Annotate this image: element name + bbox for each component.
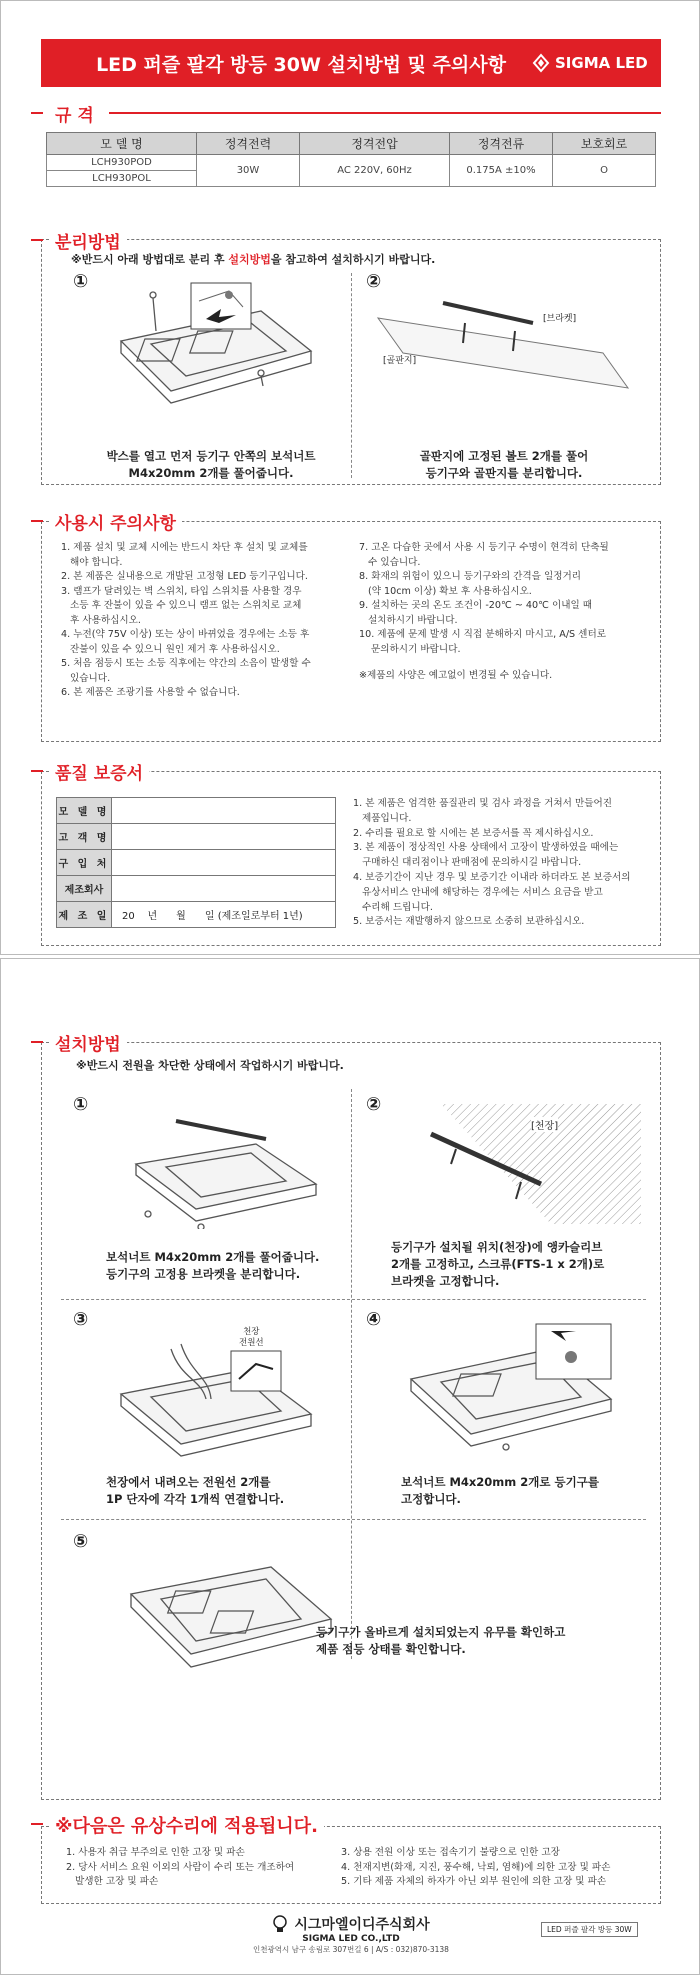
install-step3-illustration (111, 1339, 341, 1459)
spec-model-2: LCH930POL (47, 171, 197, 187)
warranty-value-store (112, 850, 336, 876)
install-step3-caption: 천장에서 내려오는 전원선 2개를 1P 단자에 각각 1개씩 연결합니다. (106, 1475, 285, 1506)
warranty-key-date: 제 조 일 (57, 902, 112, 928)
warranty-key-maker: 제조회사 (57, 876, 112, 902)
spec-header-current: 정격전류 (450, 133, 553, 155)
repair-right: 3. 상용 전원 이상 또는 접속기기 불량으로 인한 고장 4. 천재지변(화재, 지진, 풍수해, 낙뢰, 염해)에 의한 고장 및 파손 5. 기타 제품 자체의 하자가 아닌 외부 원인에 의한 고장 및 파손 (341, 1847, 611, 1887)
spec-power: 30W (197, 155, 300, 187)
spec-heading: 규 격 (49, 101, 100, 126)
warranty-table (56, 797, 336, 928)
warranty-key-customer: 고 객 명 (57, 824, 112, 850)
company-name-kr: 시그마엘이디주식회사 (294, 1917, 430, 1933)
sep-step1-caption: 박스를 열고 먼저 등기구 안쪽의 보석너트 M4x20mm 2개를 풀어줍니다. (106, 449, 316, 480)
install-note: ※반드시 전원을 차단한 상태에서 작업하시기 바랍니다. (76, 1059, 344, 1072)
cautions-right: 7. 고온 다습한 곳에서 사용 시 등기구 수명이 현격히 단축될 수 있습니다. 8. 화재의 위험이 있으니 등기구와의 간격을 일정거리 (약 10cm 이상) 확보 후 사용하십시오. 9. 설치하는 곳의 온도 조건이 -20℃ ~ 40℃ 이내일 때 설치하시기 바랍니다. 10. 제품에 문제 발생 시 직접 분해하지 마시고, A/S 센터로 문의하시기 바랍니다. ※제품의 사양은 예고없이 변경될 수 있습니다. (359, 542, 609, 681)
company-address: 인천광역시 남구 송림로 307번길 6 | A/S : 032)870-3138 (253, 1945, 449, 1954)
page-2 (0, 958, 700, 1975)
sigma-logo-icon (531, 53, 551, 73)
sep-step2-caption: 골판지에 고정된 볼트 2개를 풀어 등기구와 골판지를 분리합니다. (419, 449, 589, 480)
sep-step1-illustration (111, 281, 341, 431)
warranty-value-date: 20 년 월 일 (제조일로부터 1년) (112, 902, 336, 928)
install-step2-number: ② (366, 1094, 382, 1115)
brand-name: SIGMA LED (555, 54, 648, 72)
cautions-heading: 사용시 주의사항 (49, 509, 182, 534)
repair-heading: ※다음은 유상수리에 적용됩니다. (49, 1812, 324, 1838)
spec-model-1: LCH930POD (47, 155, 197, 171)
spec-header-model: 모 델 명 (47, 133, 197, 155)
install-step5-number: ⑤ (73, 1531, 89, 1552)
install-label-ceiling: [천장] (531, 1117, 558, 1132)
install-step5-illustration (121, 1549, 341, 1679)
install-step5-caption: 등기구가 올바르게 설치되었는지 유무를 확인하고 제품 점등 상태를 확인합니다. (316, 1625, 566, 1656)
page-1 (0, 0, 700, 955)
install-step1-number: ① (73, 1094, 89, 1115)
page-title: LED 퍼즐 팔각 방등 30W 설치방법 및 주의사항 (96, 53, 506, 76)
warranty-value-customer (112, 824, 336, 850)
title-bar (41, 39, 661, 87)
cautions-left: 1. 제품 설치 및 교체 시에는 반드시 차단 후 설치 및 교체를 해야 합니다. 2. 본 제품은 실내용으로 개발된 고정형 LED 등기구입니다. 3. 램프가 달려있는 벽 스위치, 타입 스위치를 사용할 경우 소등 후 잔불이 있을 수 있으니 램프 없는 스위치로 교체 후 사용하십시오. 4. 누전(약 75V 이상) 또는 상이 바뀌었을 경우에는 소등 후 잔불이 있을 수 있으니 원인 제거 후 사용하십시오. 5. 처음 점등시 또는 소등 직후에는 약간의 소음이 발생할 수 있습니다. 6. 본 제품은 조광기를 사용할 수 없습니다. (61, 542, 311, 698)
warranty-heading: 품질 보증서 (49, 759, 149, 784)
install-label-ceiling-wire: 천장 전원선 (239, 1327, 264, 1348)
spec-voltage: AC 220V, 60Hz (300, 155, 450, 187)
install-divider-h1 (61, 1299, 646, 1300)
spec-protection: O (553, 155, 656, 187)
warranty-value-model (112, 798, 336, 824)
sep-label-board: [골판지] (383, 356, 417, 366)
install-heading: 설치방법 (49, 1030, 127, 1055)
brand-logo (531, 53, 661, 73)
warranty-value-maker (112, 876, 336, 902)
sep-step2-number: ② (366, 271, 382, 292)
bulb-logo-icon (272, 1915, 288, 1933)
warranty-key-model: 모 델 명 (57, 798, 112, 824)
warranty-key-store: 구 입 처 (57, 850, 112, 876)
spec-header-protection: 보호회로 (553, 133, 656, 155)
separation-heading: 분리방법 (49, 228, 127, 253)
sep-divider (351, 273, 352, 478)
warranty-notes: 1. 본 제품은 엄격한 품질관리 및 검사 과정을 거쳐서 만들어진 제품입니다. 2. 수리를 필요로 할 시에는 본 보증서를 꼭 제시하십시오. 3. 본 제품이 정상적인 사용 상태에서 고장이 발생하였을 때에는 구매하신 대리점이나 판매점에 문의하시길 바랍니다. 4. 보증기간이 지난 경우 및 보증기간 이내라 하더라도 본 보증서의 유상서비스 안내에 해당하는 경우에는 서비스 요금을 받고 수리해 드립니다. 5. 보증서는 재발행하지 않으므로 소중히 보관하십시오. (353, 798, 631, 928)
install-step4-illustration (401, 1319, 641, 1459)
spec-heading-rule (109, 112, 661, 114)
product-tag: LED 퍼즐 팔각 방등 30W (541, 1922, 638, 1937)
company-name-en: SIGMA LED CO.,LTD (302, 1934, 400, 1944)
spec-table (46, 132, 656, 187)
separation-note: ※반드시 아래 방법대로 분리 후 설치방법을 참고하여 설치하시기 바랍니다. (71, 253, 436, 266)
spec-header-power: 정격전력 (197, 133, 300, 155)
install-step3-number: ③ (73, 1309, 89, 1330)
install-divider-h2 (61, 1519, 646, 1520)
spec-current: 0.175A ±10% (450, 155, 553, 187)
spec-header-voltage: 정격전압 (300, 133, 450, 155)
repair-left: 1. 사용자 취급 부주의로 인한 고장 및 파손 2. 당사 서비스 요원 이외의 사람이 수리 또는 개조하여 발생한 고장 및 파손 (66, 1847, 295, 1887)
install-step4-number: ④ (366, 1309, 382, 1330)
install-step2-caption: 등기구가 설치될 위치(천장)에 앵카슬리브 2개를 고정하고, 스크류(FTS-1 x 2개)로 브라켓을 고정합니다. (391, 1240, 605, 1288)
install-step4-caption: 보석너트 M4x20mm 2개로 등기구를 고정합니다. (401, 1475, 599, 1506)
sep-label-bracket: [브라켓] (543, 314, 577, 324)
sep-step1-number: ① (73, 271, 89, 292)
install-step2-illustration (411, 1104, 641, 1224)
install-divider-v (351, 1089, 352, 1659)
install-step1-illustration (126, 1109, 326, 1229)
install-step1-caption: 보석너트 M4x20mm 2개를 풀어줍니다. 등기구의 고정용 브라켓을 분리합니다. (106, 1250, 320, 1281)
